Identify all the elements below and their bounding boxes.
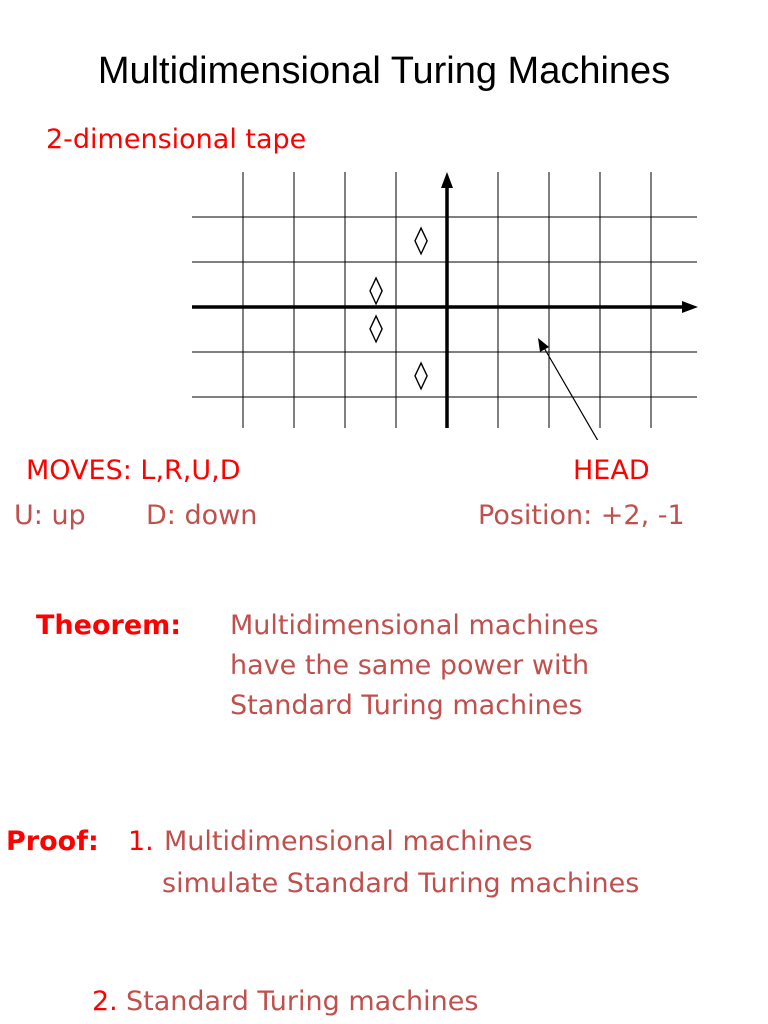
tape-symbol: ◊ [414, 223, 428, 256]
theorem-label: Theorem: [36, 610, 182, 641]
axes [192, 184, 686, 428]
theorem-line: Multidimensional machines [230, 610, 599, 641]
head-position: Position: +2, -1 [478, 500, 685, 531]
grid-lines [192, 172, 697, 428]
proof-label: Proof: [6, 826, 99, 857]
move-up-label: U: up [14, 500, 86, 531]
theorem-line: have the same power with [230, 650, 590, 681]
x-axis-arrowhead [682, 301, 698, 313]
proof-step-line: Multidimensional machines [164, 826, 533, 857]
move-down-label: D: down [146, 500, 258, 531]
tape-caption: 2-dimensional tape [46, 124, 307, 155]
theorem-line: Standard Turing machines [230, 690, 583, 721]
tape-symbol: ◊ [414, 358, 428, 391]
proof-step-line: simulate Standard Turing machines [162, 868, 640, 899]
page-title: Multidimensional Turing Machines [97, 50, 671, 92]
proof-step-number: 2. [92, 986, 118, 1017]
tape-symbol: ◊ [369, 273, 383, 306]
moves-label: MOVES: L,R,U,D [26, 455, 241, 486]
tape-grid-diagram [0, 0, 768, 440]
tape-symbol: ◊ [369, 311, 383, 344]
y-axis-arrowhead [441, 172, 453, 188]
proof-step-line: Standard Turing machines [126, 986, 479, 1017]
proof-step-number: 1. [128, 826, 154, 857]
head-label: HEAD [573, 455, 650, 486]
head-pointer-arrowhead [538, 338, 549, 352]
head-pointer-line [543, 346, 601, 440]
